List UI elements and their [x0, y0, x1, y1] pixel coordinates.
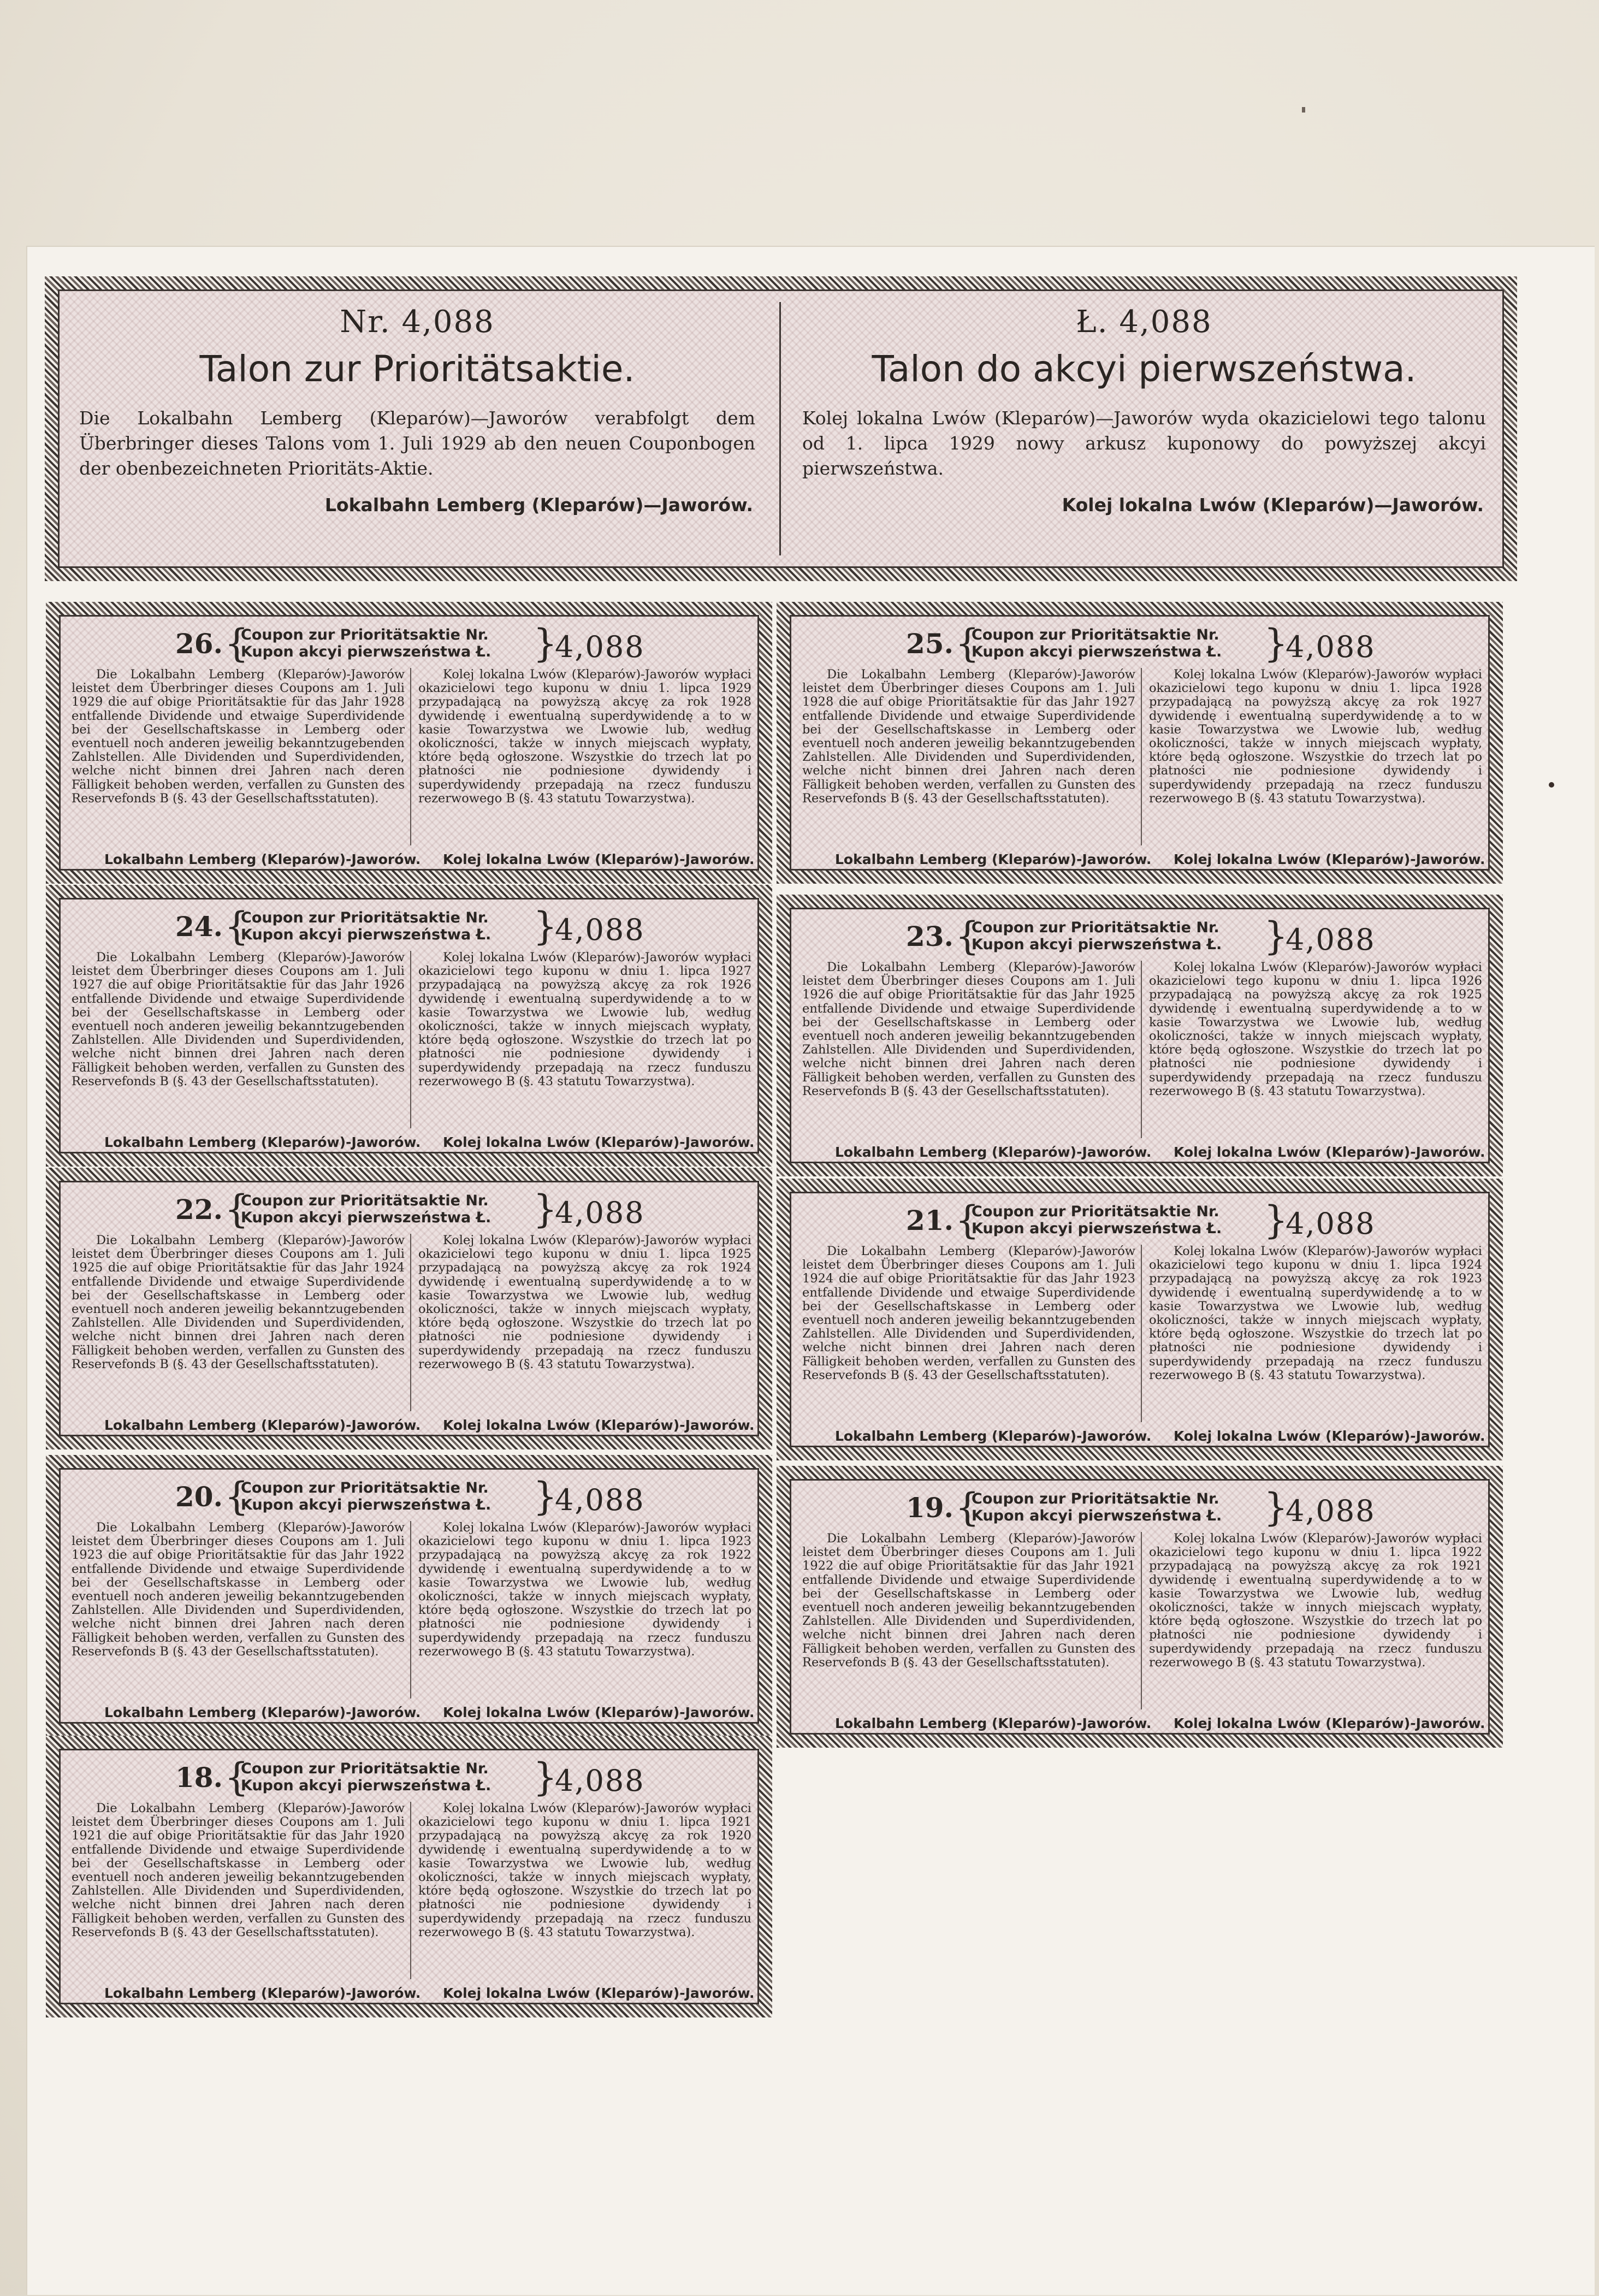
- coupon-label-de: Coupon zur Prioritätsaktie Nr.: [972, 1490, 1219, 1507]
- coupon-text-pl: Kolej lokalna Lwów (Kleparów)-Jaworów wypłaci okazicielowi tego kuponu w dniu 1. lipca 1925 przypadającą na powyższą akcyę za rok 1924 dywidendę i ewentualną superdywidendę a to w kasie Towarzystwa we Lwowie lub, według okoliczności, także w innych miejscach wypłaty, które będą ogłoszone. Wszystkie do trzech lat po płatności nie podniesione dywidendy i superdywidendy przepadają na rzecz funduszu rezerwowego B (§. 43 statutu Towarzystwa).: [418, 1233, 751, 1371]
- coupon-text-de: Die Lokalbahn Lemberg (Kleparów)-Jaworów leistet dem Überbringer dieses Coupons am 1. Juli 1929 die auf obige Prioritätsaktie für das Jahr 1928 entfallende Dividende und etwaige Superdividende bei der Gesellschaftskasse in Lemberg oder eventuell noch anderen jeweilig bekanntzugebenden Zahlstellen. Alle Dividenden und Superdividenden, welche nicht binnen drei Jahren nach deren Fälligkeit behoben werden, verfallen zu Gunsten des Reservefonds B (§. 43 der Gesellschaftsstatuten).: [72, 667, 405, 806]
- coupon-text-pl: Kolej lokalna Lwów (Kleparów)-Jaworów wypłaci okazicielowi tego kuponu w dniu 1. lipca 1923 przypadającą na powyższą akcyę za rok 1922 dywidendę i ewentualną superdywidendę a to w kasie Towarzystwa we Lwowie lub, według okoliczności, także w innych miejscach wypłaty, które będą ogłoszone. Wszystkie do trzech lat po płatności nie podniesione dywidendy i superdywidendy przepadają na rzecz funduszu rezerwowego B (§. 43 statutu Towarzystwa).: [418, 1520, 751, 1659]
- coupon-label-pl: Kupon akcyi pierwszeństwa Ł.: [241, 1209, 491, 1226]
- talon-title-pl: Talon do akcyi pierwszeństwa.: [872, 348, 1417, 390]
- coupon-text-de: Die Lokalbahn Lemberg (Kleparów)-Jaworów leistet dem Überbringer dieses Coupons am 1. Juli 1922 die auf obige Prioritätsaktie für das Jahr 1921 entfallende Dividende und etwaige Superdividende bei der Gesellschaftskasse in Lemberg oder eventuell noch anderen jeweilig bekanntzugebenden Zahlstellen. Alle Dividenden und Superdividenden, welche nicht binnen drei Jahren nach deren Fälligkeit behoben werden, verfallen zu Gunsten des Reservefonds B (§. 43 der Gesellschaftsstatuten).: [802, 1531, 1135, 1670]
- coupon-frame: [777, 1466, 1503, 1748]
- coupon-text-pl: Kolej lokalna Lwów (Kleparów)-Jaworów wypłaci okazicielowi tego kuponu w dniu 1. lipca 1922 przypadającą na powyższą akcyę za rok 1921 dywidendę i ewentualną superdywidendę a to w kasie Towarzystwa we Lwowie lub, według okoliczności, także w innych miejscach wypłaty, które będą ogłoszone. Wszystkie do trzech lat po płatności nie podniesione dywidendy i superdywidendy przepadają na rzecz funduszu rezerwowego B (§. 43 statutu Towarzystwa).: [1149, 1531, 1482, 1670]
- coupon-header: [61, 621, 757, 666]
- coupon-panel: [59, 1749, 759, 2004]
- coupon-label-de: Coupon zur Prioritätsaktie Nr.: [972, 1203, 1219, 1220]
- coupon-label-pl: Kupon akcyi pierwszeństwa Ł.: [972, 1220, 1222, 1237]
- talon-text-de: Die Lokalbahn Lemberg (Kleparów)—Jaworów verabfolgt dem Überbringer dieses Talons vom 1. Juli 1929 ab den neuen Couponbogen der obenbezeichneten Prioritäts-Aktie.: [79, 407, 755, 479]
- brace-left: {: [224, 1474, 249, 1519]
- coupon-number: 25.: [906, 628, 954, 660]
- coupon-value: 4,088: [555, 913, 645, 947]
- coupon-labels: [972, 1490, 1222, 1524]
- coupon-labels: [241, 1192, 491, 1226]
- coupon-label-pl: Kupon akcyi pierwszeństwa Ł.: [241, 1496, 491, 1513]
- coupon-value: 4,088: [1286, 922, 1376, 957]
- coupon-number: 23.: [906, 920, 954, 952]
- brace-right: }: [533, 621, 558, 666]
- coupon-header: [61, 1187, 757, 1232]
- coupon-text-de: Die Lokalbahn Lemberg (Kleparów)-Jaworów leistet dem Überbringer dieses Coupons am 1. Juli 1925 die auf obige Prioritätsaktie für das Jahr 1924 entfallende Dividende und etwaige Superdividende bei der Gesellschaftskasse in Lemberg oder eventuell noch anderen jeweilig bekanntzugebenden Zahlstellen. Alle Dividenden und Superdividenden, welche nicht binnen drei Jahren nach deren Fälligkeit behoben werden, verfallen zu Gunsten des Reservefonds B (§. 43 der Gesellschaftsstatuten).: [72, 1233, 405, 1371]
- coupon-signature-de: Lokalbahn Lemberg (Kleparów)-Jaworów.: [104, 851, 421, 867]
- coupon-value: 4,088: [555, 1483, 645, 1517]
- coupon-panel: [790, 1192, 1490, 1447]
- coupon-signature-de: Lokalbahn Lemberg (Kleparów)-Jaworów.: [104, 1134, 421, 1150]
- coupon-header: [791, 1485, 1488, 1530]
- coupon-signature-de: Lokalbahn Lemberg (Kleparów)-Jaworów.: [835, 1144, 1152, 1160]
- brace-left: {: [955, 621, 980, 666]
- coupon-label-de: Coupon zur Prioritätsaktie Nr.: [241, 626, 489, 643]
- coupon-divider: [1141, 1532, 1142, 1709]
- coupon-header: [61, 904, 757, 949]
- talon-panel: [58, 289, 1504, 568]
- talon-signature-pl: Kolej lokalna Lwów (Kleparów)—Jaworów.: [1062, 494, 1484, 516]
- coupon-number: 19.: [906, 1492, 954, 1524]
- coupon-label-de: Coupon zur Prioritätsaktie Nr.: [241, 1192, 489, 1209]
- coupon-frame: [46, 602, 772, 884]
- talon-divider: [779, 302, 781, 555]
- coupon-label-pl: Kupon akcyi pierwszeństwa Ł.: [972, 643, 1222, 660]
- coupon-number: 22.: [175, 1193, 223, 1226]
- coupon-number: 20.: [175, 1481, 223, 1513]
- coupon-signature-pl: Kolej lokalna Lwów (Kleparów)-Jaworów.: [443, 851, 755, 867]
- coupon-text-pl: Kolej lokalna Lwów (Kleparów)-Jaworów wypłaci okazicielowi tego kuponu w dniu 1. lipca 1926 przypadającą na powyższą akcyę za rok 1925 dywidendę i ewentualną superdywidendę a to w kasie Towarzystwa we Lwowie lub, według okoliczności, także w innych miejscach wypłaty, które będą ogłoszone. Wszystkie do trzech lat po płatności nie podniesione dywidendy i superdywidendy przepadają na rzecz funduszu rezerwowego B (§. 43 statutu Towarzystwa).: [1149, 960, 1482, 1098]
- coupon-text-de: Die Lokalbahn Lemberg (Kleparów)-Jaworów leistet dem Überbringer dieses Coupons am 1. Juli 1926 die auf obige Prioritätsaktie für das Jahr 1925 entfallende Dividende und etwaige Superdividende bei der Gesellschaftskasse in Lemberg oder eventuell noch anderen jeweilig bekanntzugebenden Zahlstellen. Alle Dividenden und Superdividenden, welche nicht binnen drei Jahren nach deren Fälligkeit behoben werden, verfallen zu Gunsten des Reservefonds B (§. 43 der Gesellschaftsstatuten).: [802, 960, 1135, 1098]
- coupon-labels: [972, 1203, 1222, 1237]
- coupon-label-pl: Kupon akcyi pierwszeństwa Ł.: [241, 643, 491, 660]
- brace-right: }: [533, 904, 558, 949]
- coupon-frame: [777, 895, 1503, 1176]
- coupon-label-pl: Kupon akcyi pierwszeństwa Ł.: [241, 1777, 491, 1794]
- coupon-number: 26.: [175, 628, 223, 660]
- coupon-text-de: Die Lokalbahn Lemberg (Kleparów)-Jaworów leistet dem Überbringer dieses Coupons am 1. Juli 1923 die auf obige Prioritätsaktie für das Jahr 1922 entfallende Dividende und etwaige Superdividende bei der Gesellschaftskasse in Lemberg oder eventuell noch anderen jeweilig bekanntzugebenden Zahlstellen. Alle Dividenden und Superdividenden, welche nicht binnen drei Jahren nach deren Fälligkeit behoben werden, verfallen zu Gunsten des Reservefonds B (§. 43 der Gesellschaftsstatuten).: [72, 1520, 405, 1659]
- coupon-signature-de: Lokalbahn Lemberg (Kleparów)-Jaworów.: [835, 1428, 1152, 1444]
- coupon-signature-pl: Kolej lokalna Lwów (Kleparów)-Jaworów.: [1174, 1428, 1485, 1444]
- brace-left: {: [955, 1198, 980, 1242]
- coupon-signature-de: Lokalbahn Lemberg (Kleparów)-Jaworów.: [835, 851, 1152, 867]
- brace-right: }: [1264, 621, 1288, 666]
- coupon-frame: [46, 885, 772, 1167]
- coupon-value: 4,088: [1286, 1494, 1376, 1528]
- talon-frame: [45, 276, 1517, 581]
- coupon-divider: [1141, 1245, 1142, 1422]
- talon-title-de: Talon zur Prioritätsaktie.: [199, 348, 635, 390]
- coupon-label-pl: Kupon akcyi pierwszeństwa Ł.: [972, 1507, 1222, 1524]
- coupon-text-pl: Kolej lokalna Lwów (Kleparów)-Jaworów wypłaci okazicielowi tego kuponu w dniu 1. lipca 1928 przypadającą na powyższą akcyę za rok 1927 dywidendę i ewentualną superdywidendę a to w kasie Towarzystwa we Lwowie lub, według okoliczności, także w innych miejscach wypłaty, które będą ogłoszone. Wszystkie do trzech lat po płatności nie podniesione dywidendy i superdywidendy przepadają na rzecz funduszu rezerwowego B (§. 43 statutu Towarzystwa).: [1149, 667, 1482, 806]
- coupon-label-de: Coupon zur Prioritätsaktie Nr.: [972, 626, 1219, 643]
- coupon-panel: [59, 898, 759, 1153]
- coupon-signature-pl: Kolej lokalna Lwów (Kleparów)-Jaworów.: [443, 1134, 755, 1150]
- coupon-label-de: Coupon zur Prioritätsaktie Nr.: [241, 1480, 489, 1496]
- talon-signature-de: Lokalbahn Lemberg (Kleparów)—Jaworów.: [324, 494, 753, 516]
- coupon-signature-de: Lokalbahn Lemberg (Kleparów)-Jaworów.: [104, 1705, 421, 1720]
- coupon-value: 4,088: [555, 1764, 645, 1798]
- coupon-labels: [972, 626, 1222, 660]
- coupon-text-de: Die Lokalbahn Lemberg (Kleparów)-Jaworów leistet dem Überbringer dieses Coupons am 1. Juli 1928 die auf obige Prioritätsaktie für das Jahr 1927 entfallende Dividende und etwaige Superdividende bei der Gesellschaftskasse in Lemberg oder eventuell noch anderen jeweilig bekanntzugebenden Zahlstellen. Alle Dividenden und Superdividenden, welche nicht binnen drei Jahren nach deren Fälligkeit behoben werden, verfallen zu Gunsten des Reservefonds B (§. 43 der Gesellschaftsstatuten).: [802, 667, 1135, 806]
- coupon-frame: [777, 602, 1503, 884]
- brace-left: {: [224, 1755, 249, 1800]
- coupon-text-pl: Kolej lokalna Lwów (Kleparów)-Jaworów wypłaci okazicielowi tego kuponu w dniu 1. lipca 1924 przypadającą na powyższą akcyę za rok 1923 dywidendę i ewentualną superdywidendę a to w kasie Towarzystwa we Lwowie lub, według okoliczności, także w innych miejscach wypłaty, które będą ogłoszone. Wszystkie do trzech lat po płatności nie podniesione dywidendy i superdywidendy przepadają na rzecz funduszu rezerwowego B (§. 43 statutu Towarzystwa).: [1149, 1244, 1482, 1382]
- coupon-label-de: Coupon zur Prioritätsaktie Nr.: [241, 909, 489, 926]
- coupon-panel: [790, 908, 1490, 1163]
- ink-spot: [1549, 782, 1554, 788]
- coupon-signature-de: Lokalbahn Lemberg (Kleparów)-Jaworów.: [104, 1985, 421, 2001]
- brace-left: {: [955, 914, 980, 958]
- brace-left: {: [224, 1187, 249, 1232]
- coupon-labels: [241, 909, 491, 943]
- brace-right: }: [1264, 1198, 1288, 1242]
- coupon-signature-pl: Kolej lokalna Lwów (Kleparów)-Jaworów.: [443, 1705, 755, 1720]
- coupon-value: 4,088: [1286, 630, 1376, 664]
- coupon-labels: [241, 1760, 491, 1794]
- coupon-label-de: Coupon zur Prioritätsaktie Nr.: [241, 1760, 489, 1777]
- talon-pl: [783, 291, 1506, 566]
- talon-text-pl: Kolej lokalna Lwów (Kleparów)—Jaworów wyda okazicielowi tego talonu od 1. lipca 1929 nowy arkusz kuponowy do powyższej akcyi pierwszeństwa.: [802, 407, 1486, 479]
- coupon-number: 21.: [906, 1204, 954, 1236]
- coupon-divider: [1141, 961, 1142, 1138]
- coupon-signature-pl: Kolej lokalna Lwów (Kleparów)-Jaworów.: [1174, 1144, 1485, 1160]
- coupon-panel: [790, 1479, 1490, 1735]
- coupon-label-pl: Kupon akcyi pierwszeństwa Ł.: [241, 926, 491, 943]
- coupon-text-de: Die Lokalbahn Lemberg (Kleparów)-Jaworów leistet dem Überbringer dieses Coupons am 1. Juli 1924 die auf obige Prioritätsaktie für das Jahr 1923 entfallende Dividende und etwaige Superdividende bei der Gesellschaftskasse in Lemberg oder eventuell noch anderen jeweilig bekanntzugebenden Zahlstellen. Alle Dividenden und Superdividenden, welche nicht binnen drei Jahren nach deren Fälligkeit behoben werden, verfallen zu Gunsten des Reservefonds B (§. 43 der Gesellschaftsstatuten).: [802, 1244, 1135, 1382]
- coupon-signature-de: Lokalbahn Lemberg (Kleparów)-Jaworów.: [835, 1715, 1152, 1731]
- coupon-divider: [410, 1234, 411, 1411]
- coupon-frame: [46, 1736, 772, 2017]
- brace-left: {: [224, 621, 249, 666]
- coupon-text-de: Die Lokalbahn Lemberg (Kleparów)-Jaworów leistet dem Überbringer dieses Coupons am 1. Juli 1927 die auf obige Prioritätsaktie für das Jahr 1926 entfallende Dividende und etwaige Superdividende bei der Gesellschaftskasse in Lemberg oder eventuell noch anderen jeweilig bekanntzugebenden Zahlstellen. Alle Dividenden und Superdividenden, welche nicht binnen drei Jahren nach deren Fälligkeit behoben werden, verfallen zu Gunsten des Reservefonds B (§. 43 der Gesellschaftsstatuten).: [72, 950, 405, 1088]
- coupon-header: [61, 1474, 757, 1519]
- brace-right: }: [533, 1474, 558, 1519]
- coupon-value: 4,088: [1286, 1206, 1376, 1241]
- coupon-text-de: Die Lokalbahn Lemberg (Kleparów)-Jaworów leistet dem Überbringer dieses Coupons am 1. Juli 1921 die auf obige Prioritätsaktie für das Jahr 1920 entfallende Dividende und etwaige Superdividende bei der Gesellschaftskasse in Lemberg oder eventuell noch anderen jeweilig bekanntzugebenden Zahlstellen. Alle Dividenden und Superdividenden, welche nicht binnen drei Jahren nach deren Fälligkeit behoben werden, verfallen zu Gunsten des Reservefonds B (§. 43 der Gesellschaftsstatuten).: [72, 1801, 405, 1939]
- coupon-signature-de: Lokalbahn Lemberg (Kleparów)-Jaworów.: [104, 1417, 421, 1433]
- coupon-value: 4,088: [555, 630, 645, 664]
- coupon-text-pl: Kolej lokalna Lwów (Kleparów)-Jaworów wypłaci okazicielowi tego kuponu w dniu 1. lipca 1927 przypadającą na powyższą akcyę za rok 1926 dywidendę i ewentualną superdywidendę a to w kasie Towarzystwa we Lwowie lub, według okoliczności, także w innych miejscach wypłaty, które będą ogłoszone. Wszystkie do trzech lat po płatności nie podniesione dywidendy i superdywidendy przepadają na rzecz funduszu rezerwowego B (§. 43 statutu Towarzystwa).: [418, 950, 751, 1088]
- coupon-frame: [46, 1168, 772, 1449]
- coupon-text-pl: Kolej lokalna Lwów (Kleparów)-Jaworów wypłaci okazicielowi tego kuponu w dniu 1. lipca 1921 przypadającą na powyższą akcyę za rok 1920 dywidendę i ewentualną superdywidendę a to w kasie Towarzystwa we Lwowie lub, według okoliczności, także w innych miejscach wypłaty, które będą ogłoszone. Wszystkie do trzech lat po płatności nie podniesione dywidendy i superdywidendy przepadają na rzecz funduszu rezerwowego B (§. 43 statutu Towarzystwa).: [418, 1801, 751, 1939]
- ink-mark: [1302, 107, 1305, 113]
- coupon-divider: [410, 668, 411, 845]
- brace-left: {: [224, 904, 249, 949]
- coupon-signature-pl: Kolej lokalna Lwów (Kleparów)-Jaworów.: [1174, 1715, 1485, 1731]
- coupon-panel: [790, 615, 1490, 871]
- coupon-divider: [1141, 668, 1142, 845]
- coupon-header: [791, 1198, 1488, 1242]
- coupon-panel: [59, 1468, 759, 1724]
- talon-number-de: Nr. 4,088: [340, 304, 495, 340]
- coupon-label-pl: Kupon akcyi pierwszeństwa Ł.: [972, 936, 1222, 953]
- coupon-labels: [241, 1480, 491, 1513]
- coupon-signature-pl: Kolej lokalna Lwów (Kleparów)-Jaworów.: [1174, 851, 1485, 867]
- coupon-signature-pl: Kolej lokalna Lwów (Kleparów)-Jaworów.: [443, 1985, 755, 2001]
- coupon-text-pl: Kolej lokalna Lwów (Kleparów)-Jaworów wypłaci okazicielowi tego kuponu w dniu 1. lipca 1929 przypadającą na powyższą akcyę za rok 1928 dywidendę i ewentualną superdywidendę a to w kasie Towarzystwa we Lwowie lub, według okoliczności, także w innych miejscach wypłaty, które będą ogłoszone. Wszystkie do trzech lat po płatności nie podniesione dywidendy i superdywidendy przepadają na rzecz funduszu rezerwowego B (§. 43 statutu Towarzystwa).: [418, 667, 751, 806]
- brace-right: }: [1264, 914, 1288, 958]
- coupon-number: 18.: [175, 1761, 223, 1794]
- coupon-divider: [410, 1802, 411, 1979]
- talon-de: [60, 291, 775, 566]
- coupon-labels: [972, 919, 1222, 953]
- coupon-value: 4,088: [555, 1196, 645, 1230]
- talon-number-pl: Ł. 4,088: [1076, 304, 1212, 340]
- coupon-number: 24.: [175, 910, 223, 943]
- coupon-frame: [777, 1179, 1503, 1460]
- coupon-header: [791, 914, 1488, 958]
- brace-right: }: [533, 1755, 558, 1800]
- coupon-header: [791, 621, 1488, 666]
- coupon-frame: [46, 1455, 772, 1737]
- brace-right: }: [533, 1187, 558, 1232]
- coupon-signature-pl: Kolej lokalna Lwów (Kleparów)-Jaworów.: [443, 1417, 755, 1433]
- coupon-divider: [410, 1521, 411, 1699]
- coupon-label-de: Coupon zur Prioritätsaktie Nr.: [972, 919, 1219, 936]
- coupon-header: [61, 1755, 757, 1800]
- coupon-divider: [410, 951, 411, 1128]
- coupon-panel: [59, 615, 759, 871]
- brace-right: }: [1264, 1485, 1288, 1530]
- brace-left: {: [955, 1485, 980, 1530]
- coupon-labels: [241, 626, 491, 660]
- coupon-panel: [59, 1181, 759, 1436]
